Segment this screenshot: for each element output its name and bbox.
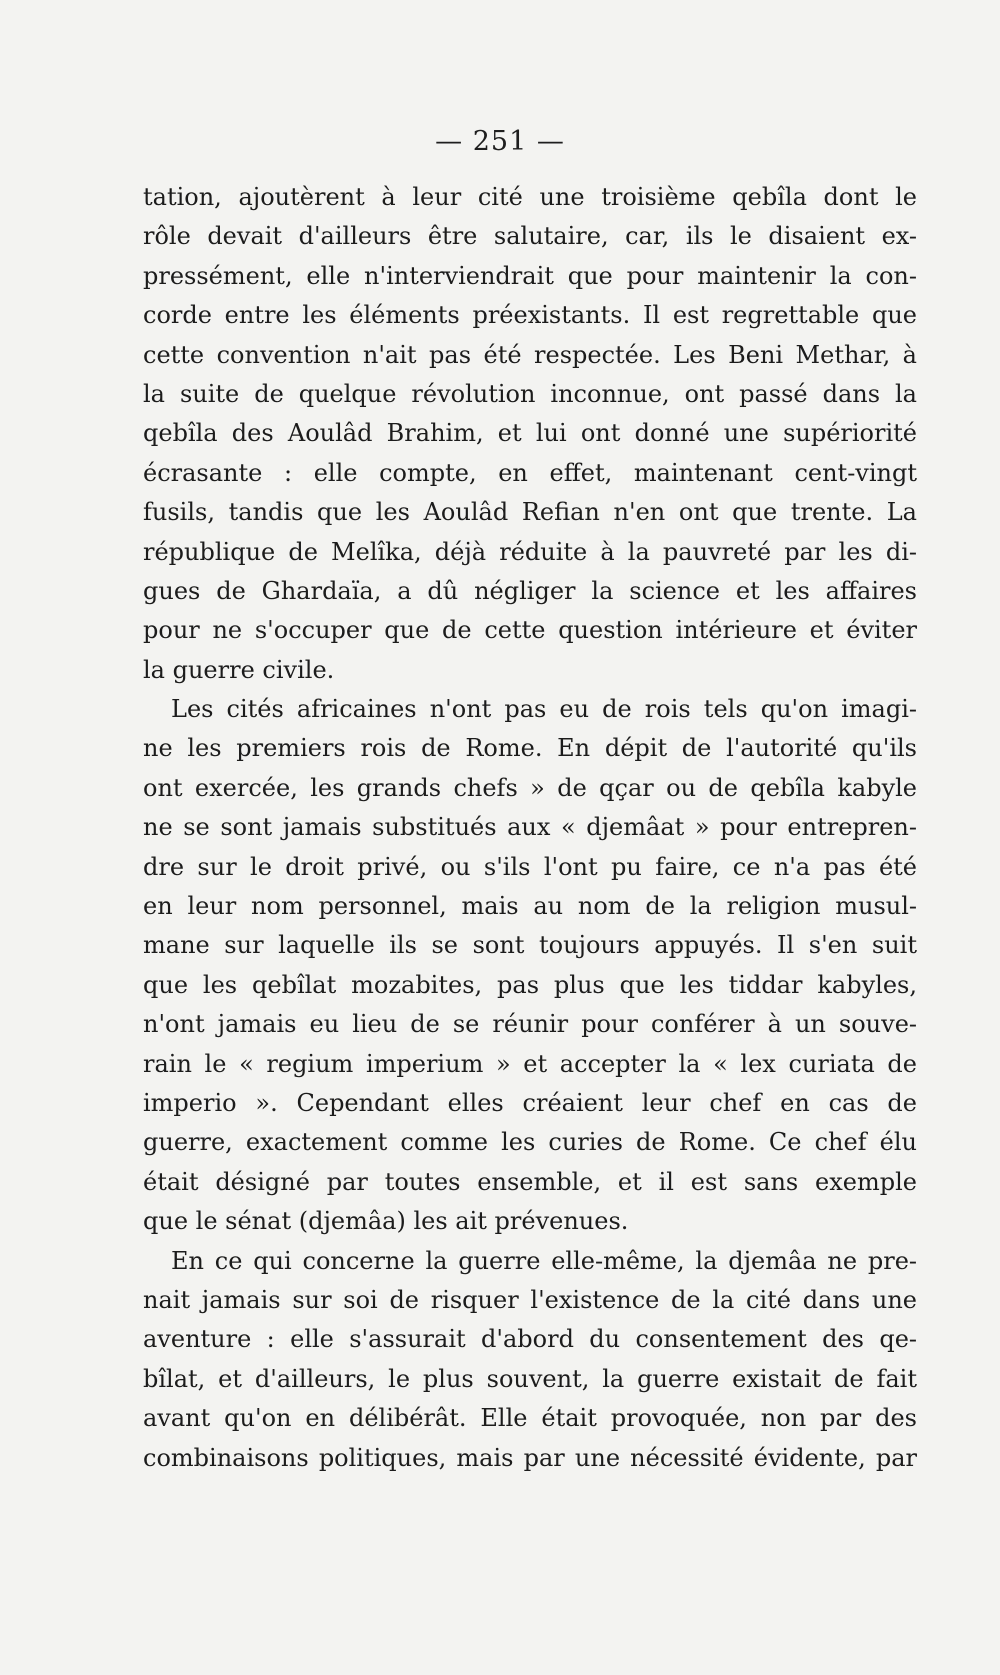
text-line: ont exercée, les grands chefs » de qçar ou de qebîla kabyle	[143, 773, 917, 802]
text-line: aventure : elle s'assurait d'abord du consentement des qe-	[143, 1325, 917, 1354]
text-line: corde entre les éléments préexistants. Il est regrettable que	[143, 301, 917, 330]
body-text	[143, 178, 917, 1478]
text-line: rôle devait d'ailleurs être salutaire, car, ils le disaient ex-	[143, 222, 917, 251]
page-number: — 251 —	[435, 126, 565, 157]
text-line: rain le « regium imperium » et accepter la « lex curiata de	[143, 1049, 917, 1078]
text-line: combinaisons politiques, mais par une nécessité évidente, par	[143, 1443, 917, 1472]
text-line: qebîla des Aoulâd Brahim, et lui ont donné une supériorité	[143, 419, 917, 448]
text-line: En ce qui concerne la guerre elle-même, la djemâa ne pre-	[171, 1246, 917, 1275]
text-line: la suite de quelque révolution inconnue, ont passé dans la	[143, 379, 917, 408]
text-line: tation, ajoutèrent à leur cité une troisième qebîla dont le	[143, 183, 917, 211]
text-line: avant qu'on en délibérât. Elle était provoquée, non par des	[143, 1404, 917, 1433]
text-line: que le sénat (djemâa) les ait prévenues.	[143, 1207, 629, 1236]
text-line: n'ont jamais eu lieu de se réunir pour conférer à un souve-	[143, 1010, 917, 1039]
text-line: mane sur laquelle ils se sont toujours appuyés. Il s'en suit	[143, 931, 917, 960]
paragraph	[143, 690, 917, 1241]
text-line: en leur nom personnel, mais au nom de la religion musul-	[143, 892, 917, 921]
text-line: était désigné par toutes ensemble, et il est sans exemple	[143, 1167, 917, 1196]
text-line: écrasante : elle compte, en effet, maintenant cent-vingt	[143, 458, 917, 487]
text-line: bîlat, et d'ailleurs, le plus souvent, la guerre existait de fait	[143, 1364, 917, 1393]
text-line: ne les premiers rois de Rome. En dépit de l'autorité qu'ils	[143, 734, 917, 763]
text-line: guerre, exactement comme les curies de Rome. Ce chef élu	[143, 1128, 917, 1157]
text-line: nait jamais sur soi de risquer l'existence de la cité dans une	[143, 1285, 917, 1314]
text-line: fusils, tandis que les Aoulâd Refian n'en ont que trente. La	[143, 498, 917, 527]
text-line: pressément, elle n'interviendrait que pour maintenir la con-	[143, 261, 917, 290]
text-line: ne se sont jamais substitués aux « djemâat » pour entrepren-	[143, 813, 917, 842]
text-line: dre sur le droit privé, ou s'ils l'ont pu faire, ce n'a pas été	[143, 852, 917, 881]
paragraph	[143, 178, 917, 690]
text-line: la guerre civile.	[143, 655, 335, 684]
text-line: pour ne s'occuper que de cette question intérieure et éviter	[143, 616, 917, 645]
text-line: que les qebîlat mozabites, pas plus que les tiddar kabyles,	[143, 970, 917, 999]
text-line: cette convention n'ait pas été respectée. Les Beni Methar, à	[143, 340, 917, 369]
text-line: Les cités africaines n'ont pas eu de rois tels qu'on imagi-	[171, 695, 917, 724]
text-line: gues de Ghardaïa, a dû négliger la science et les affaires	[143, 576, 917, 605]
text-line: imperio ». Cependant elles créaient leur chef en cas de	[143, 1088, 917, 1117]
paragraph	[143, 1242, 917, 1478]
text-line: république de Melîka, déjà réduite à la pauvreté par les di-	[143, 537, 917, 566]
